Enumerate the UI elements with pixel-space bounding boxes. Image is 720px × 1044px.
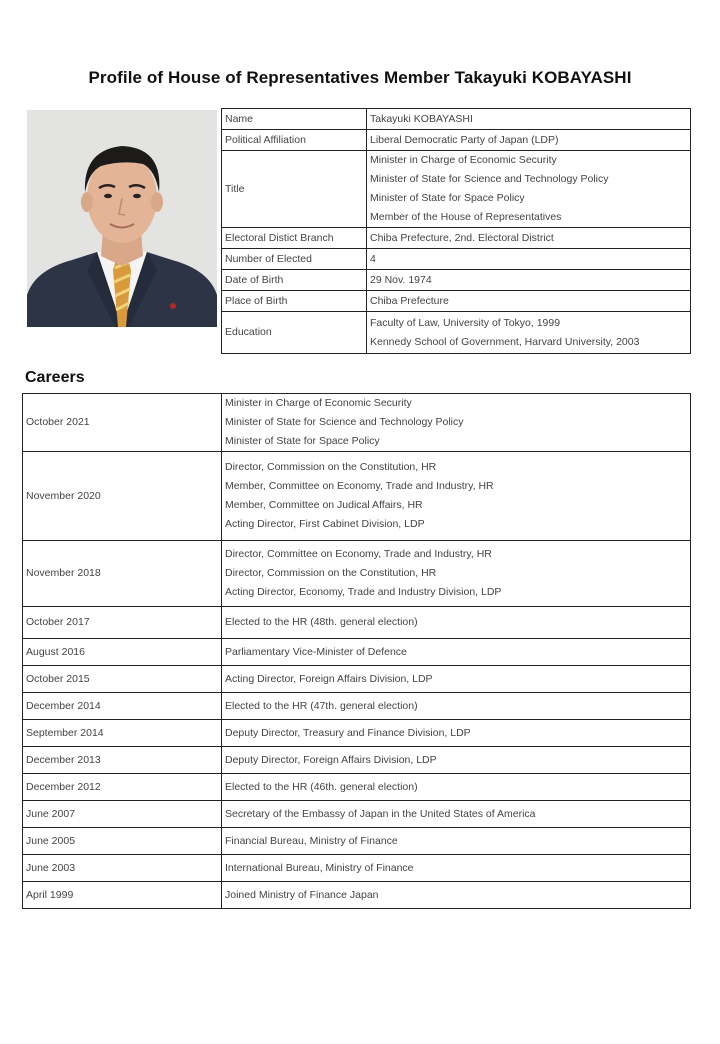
- profile-value-line: Takayuki KOBAYASHI: [370, 112, 473, 125]
- career-line: Minister of State for Science and Technology Policy: [225, 416, 464, 428]
- career-date: September 2014: [23, 720, 222, 747]
- career-line: Acting Director, Economy, Trade and Industry Division, LDP: [225, 586, 502, 598]
- career-row: [23, 639, 691, 666]
- career-date: November 2018: [23, 541, 222, 607]
- career-date: June 2005: [23, 828, 222, 855]
- profile-value: [367, 249, 691, 270]
- career-line: Acting Director, First Cabinet Division, LDP: [225, 518, 425, 530]
- career-description: [222, 855, 691, 882]
- career-description: [222, 801, 691, 828]
- portrait-photo: [27, 110, 217, 327]
- careers-heading: Careers: [25, 369, 85, 386]
- career-description: [222, 882, 691, 909]
- career-row: [23, 394, 691, 452]
- career-row: [23, 666, 691, 693]
- career-date: April 1999: [23, 882, 222, 909]
- career-description: [222, 541, 691, 607]
- career-description: [222, 394, 691, 452]
- profile-value: [367, 130, 691, 151]
- career-row: [23, 607, 691, 639]
- career-line: Minister of State for Space Policy: [225, 435, 380, 447]
- profile-table: [221, 108, 691, 354]
- career-row: [23, 541, 691, 607]
- profile-value-line: Liberal Democratic Party of Japan (LDP): [370, 133, 559, 146]
- profile-value: [367, 151, 691, 228]
- profile-label: Education: [222, 312, 367, 354]
- career-line: Director, Committee on Economy, Trade and Industry, HR: [225, 548, 492, 560]
- career-date: August 2016: [23, 639, 222, 666]
- career-date: October 2021: [23, 394, 222, 452]
- profile-value: [367, 270, 691, 291]
- career-row: [23, 828, 691, 855]
- career-row: [23, 452, 691, 541]
- career-line: Member, Committee on Judical Affairs, HR: [225, 499, 423, 511]
- profile-row: [222, 130, 691, 151]
- career-date: November 2020: [23, 452, 222, 541]
- profile-value: [367, 312, 691, 354]
- career-line: Elected to the HR (47th. general election): [225, 699, 418, 712]
- career-line: International Bureau, Ministry of Finance: [225, 861, 414, 874]
- profile-label: Electoral Distict Branch: [222, 228, 367, 249]
- career-line: Secretary of the Embassy of Japan in the United States of America: [225, 807, 536, 820]
- career-line: Elected to the HR (48th. general election): [225, 616, 418, 628]
- career-description: [222, 607, 691, 639]
- career-date: December 2014: [23, 693, 222, 720]
- profile-value-line: Chiba Prefecture, 2nd. Electoral District: [370, 231, 554, 244]
- career-row: [23, 801, 691, 828]
- profile-label: Number of Elected: [222, 249, 367, 270]
- profile-row: [222, 291, 691, 312]
- career-row: [23, 720, 691, 747]
- profile-label: Date of Birth: [222, 270, 367, 291]
- profile-row: [222, 109, 691, 130]
- career-row: [23, 693, 691, 720]
- profile-value: [367, 109, 691, 130]
- career-date: June 2003: [23, 855, 222, 882]
- profile-label: Title: [222, 151, 367, 228]
- career-date: December 2012: [23, 774, 222, 801]
- profile-value-line: Minister of State for Science and Technology Policy: [370, 173, 609, 185]
- career-description: [222, 666, 691, 693]
- profile-label: Name: [222, 109, 367, 130]
- career-description: [222, 828, 691, 855]
- profile-row: [222, 312, 691, 354]
- career-row: [23, 855, 691, 882]
- profile-value-line: Chiba Prefecture: [370, 294, 449, 307]
- profile-value: [367, 228, 691, 249]
- career-description: [222, 774, 691, 801]
- careers-table: [22, 393, 691, 909]
- profile-row: [222, 151, 691, 228]
- career-line: Director, Commission on the Constitution, HR: [225, 567, 437, 579]
- page-title: Profile of House of Representatives Member Takayuki KOBAYASHI: [88, 68, 632, 87]
- career-line: Deputy Director, Foreign Affairs Division, LDP: [225, 753, 437, 766]
- profile-value: [367, 291, 691, 312]
- career-line: Parliamentary Vice-Minister of Defence: [225, 645, 407, 658]
- career-description: [222, 720, 691, 747]
- career-line: Director, Commission on the Constitution, HR: [225, 461, 437, 473]
- career-row: [23, 774, 691, 801]
- career-description: [222, 452, 691, 541]
- profile-label: Place of Birth: [222, 291, 367, 312]
- career-line: Acting Director, Foreign Affairs Division, LDP: [225, 672, 433, 685]
- career-line: Joined Ministry of Finance Japan: [225, 888, 379, 901]
- career-row: [23, 747, 691, 774]
- career-line: Financial Bureau, Ministry of Finance: [225, 834, 398, 847]
- career-date: October 2017: [23, 607, 222, 639]
- profile-label: Political Affiliation: [222, 130, 367, 151]
- career-date: December 2013: [23, 747, 222, 774]
- profile-value-line: Kennedy School of Government, Harvard University, 2003: [370, 335, 640, 348]
- profile-row: [222, 270, 691, 291]
- portrait-illustration: [27, 110, 217, 327]
- career-date: June 2007: [23, 801, 222, 828]
- profile-value-line: Member of the House of Representatives: [370, 211, 562, 223]
- career-line: Minister in Charge of Economic Security: [225, 397, 412, 409]
- career-line: Deputy Director, Treasury and Finance Division, LDP: [225, 726, 471, 739]
- career-line: Elected to the HR (46th. general election): [225, 780, 418, 793]
- career-line: Member, Committee on Economy, Trade and Industry, HR: [225, 480, 494, 492]
- career-description: [222, 693, 691, 720]
- profile-row: [222, 249, 691, 270]
- career-description: [222, 639, 691, 666]
- profile-value-line: 4: [370, 252, 376, 265]
- career-row: [23, 882, 691, 909]
- profile-value-line: 29 Nov. 1974: [370, 273, 432, 286]
- career-date: October 2015: [23, 666, 222, 693]
- profile-value-line: Faculty of Law, University of Tokyo, 1999: [370, 316, 561, 329]
- profile-row: [222, 228, 691, 249]
- profile-value-line: Minister of State for Space Policy: [370, 192, 525, 204]
- profile-value-line: Minister in Charge of Economic Security: [370, 154, 557, 166]
- career-description: [222, 747, 691, 774]
